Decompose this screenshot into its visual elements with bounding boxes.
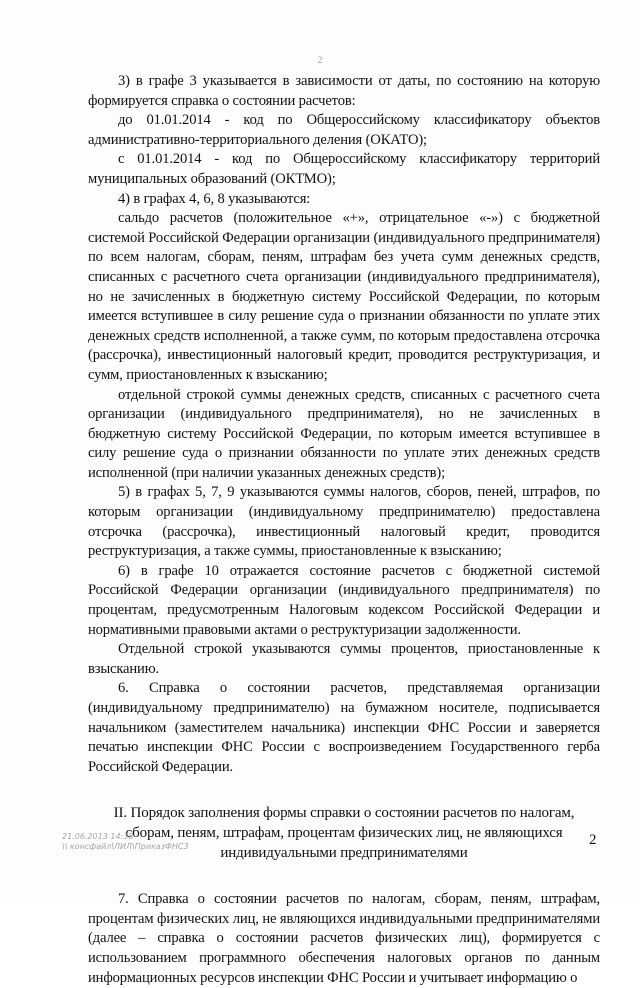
section-heading: II. Порядок заполнения формы справки о состоянии расчетов по налогам, сборам, пеням, штрафам, процентам физических лиц, не являющихся индивидуальными предпринимателями bbox=[113, 805, 575, 861]
paragraph-oktmo: с 01.01.2014 - код по Общероссийскому классификатору территорий муниципальных образований (ОКТМО); bbox=[88, 151, 600, 187]
paragraph-separate-line: отдельной строкой суммы денежных средств, списанных с расчетного счета организации (индивидуального предпринимателя), но не зачисленных в бюджетную систему Российской Федерации, по которым имеется вступившее в силу решение суда о признании обязанности по уплате этих денежных средств исполненной (при наличии указанных денежных средств); bbox=[88, 386, 600, 481]
paragraph-saldo: сальдо расчетов (положительное «+», отрицательное «-») с бюджетной системой Российской Федерации организации (индивидуального предпринимателя) по всем налогам, сборам, пеням, штрафам без учета сумм денежных средств, списанных с расчетного счета организации (индивидуального предпринимателя), но не зачисленных в бюджетную систему Российской Федерации, по которым имеется вступившее в силу решение суда о признании обязанности по уплате этих денежных средств исполненной, а также сумм, по которым предоставлена отсрочка (рассрочка), инвестиционный налоговый кредит, проводится реструктуризация, и сумм, приостановленных к взысканию; bbox=[88, 210, 600, 383]
paragraph-item-4: 4) в графах 4, 6, 8 указываются: bbox=[118, 190, 311, 207]
footer-stamp bbox=[62, 832, 189, 852]
page-number: 2 bbox=[589, 832, 597, 848]
paragraph-7: 7. Справка о состоянии расчетов по налогам, сборам, пеням, штрафам, процентам физических лиц, не являющихся индивидуальными предпринимателями (далее – справка о состоянии расчетов физических лиц), формируется с использованием программного обеспечения налоговых органов по данным информационных ресурсов инспекции ФНС России и учитывает информацию о bbox=[88, 891, 600, 986]
paragraph-item-3: 3) в графе 3 указывается в зависимости от даты, по состоянию на которую формируется справка о состоянии расчетов: bbox=[88, 73, 600, 109]
page-mark: 2 bbox=[317, 55, 323, 65]
paragraph-item-5: 5) в графах 5, 7, 9 указываются суммы налогов, сборов, пеней, штрафов, по которым организации (индивидуальному предпринимателю) предоставлена отсрочка (рассрочка), инвестиционный налоговый кредит, проводится реструктуризация, а также суммы, приостановленные к взысканию; bbox=[88, 484, 600, 560]
paragraph-6-certificate: 6. Справка о состоянии расчетов, представляемая организации (индивидуальному предпринимателю) на бумажном носителе, подписывается начальником (заместителем начальника) инспекции ФНС России и заверяется печатью инспекции ФНС России с воспроизведением Государственного герба Российской Федерации. bbox=[88, 680, 600, 775]
footer-stamp-path: \\ консфайл\ЛИЛ\ПриказФНС3 bbox=[62, 842, 189, 851]
paragraph-interest: Отдельной строкой указываются суммы процентов, приостановленные к взысканию. bbox=[88, 641, 600, 677]
paragraph-item-6: 6) в графе 10 отражается состояние расчетов с бюджетной системой Российской Федерации организации (индивидуального предпринимателя) по процентам, предусмотренным Налоговым кодексом Российской Федерации и нормативными правовыми актами о реструктуризации задолженности. bbox=[88, 562, 600, 638]
footer-stamp-date: 21.06.2013 14:38 bbox=[62, 832, 134, 841]
paragraph-okato: до 01.01.2014 - код по Общероссийскому классификатору объектов административно-территориального деления (ОКАТО); bbox=[88, 112, 600, 148]
